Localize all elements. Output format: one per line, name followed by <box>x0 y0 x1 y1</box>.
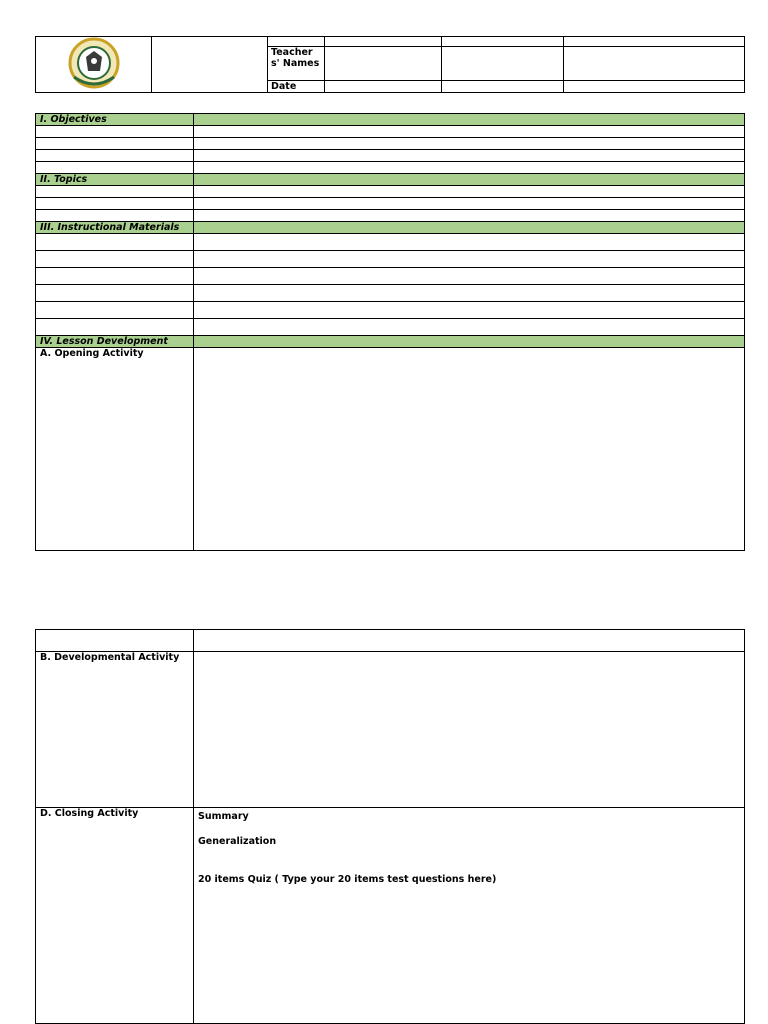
header-blank-label <box>268 37 325 47</box>
objective-label-cell[interactable] <box>36 150 194 162</box>
quiz-label: 20 items Quiz ( Type your 20 items test questions here) <box>198 874 497 885</box>
objective-field[interactable] <box>194 150 745 162</box>
date-field-3[interactable] <box>564 81 745 93</box>
logo-cell <box>36 37 152 93</box>
section-title: III. Instructional Materials <box>36 222 194 234</box>
date-label: Date <box>268 81 325 93</box>
developmental-activity-field[interactable] <box>194 652 745 808</box>
topic-label-cell[interactable] <box>36 198 194 210</box>
material-label-cell[interactable] <box>36 302 194 319</box>
opening-activity-label: A. Opening Activity <box>36 348 194 551</box>
objective-field[interactable] <box>194 138 745 150</box>
closing-activity-field[interactable] <box>194 808 745 1024</box>
date-field-2[interactable] <box>442 81 564 93</box>
objective-field[interactable] <box>194 126 745 138</box>
teacher-name-field-3[interactable] <box>564 47 745 81</box>
material-label-cell[interactable] <box>36 285 194 302</box>
material-field[interactable] <box>194 302 745 319</box>
topic-label-cell[interactable] <box>36 210 194 222</box>
closing-activity-label: D. Closing Activity <box>36 808 194 1024</box>
section-title: I. Objectives <box>36 114 194 126</box>
topic-field[interactable] <box>194 210 745 222</box>
material-label-cell[interactable] <box>36 234 194 251</box>
topic-field[interactable] <box>194 198 745 210</box>
material-field[interactable] <box>194 319 745 336</box>
section-title: II. Topics <box>36 174 194 186</box>
material-label-cell[interactable] <box>36 268 194 285</box>
teacher-name-field-1[interactable] <box>325 47 442 81</box>
topic-label-cell[interactable] <box>36 186 194 198</box>
section-title: IV. Lesson Development <box>36 336 194 348</box>
material-field[interactable] <box>194 234 745 251</box>
material-field[interactable] <box>194 251 745 268</box>
material-label-cell[interactable] <box>36 319 194 336</box>
developmental-activity-label: B. Developmental Activity <box>36 652 194 808</box>
date-field-1[interactable] <box>325 81 442 93</box>
objective-label-cell[interactable] <box>36 126 194 138</box>
generalization-label: Generalization <box>198 836 277 847</box>
objective-field[interactable] <box>194 162 745 174</box>
section-header-topics <box>36 174 745 186</box>
summary-label: Summary <box>198 811 249 822</box>
material-field[interactable] <box>194 285 745 302</box>
topic-field[interactable] <box>194 186 745 198</box>
continuation-label-cell[interactable] <box>36 630 194 652</box>
material-field[interactable] <box>194 268 745 285</box>
teacher-names-label: Teacher s' Names <box>268 47 325 81</box>
objective-label-cell[interactable] <box>36 162 194 174</box>
section-header-objectives <box>36 114 745 126</box>
lesson-plan-table-continued <box>35 629 745 1024</box>
section-header-materials <box>36 222 745 234</box>
university-seal-logo <box>66 37 122 89</box>
objective-label-cell[interactable] <box>36 138 194 150</box>
teacher-name-field-2[interactable] <box>442 47 564 81</box>
section-header-lesson-development <box>36 336 745 348</box>
continuation-field[interactable] <box>194 630 745 652</box>
opening-activity-field[interactable] <box>194 348 745 551</box>
header-table <box>35 36 745 93</box>
lesson-plan-table <box>35 113 745 551</box>
school-name-cell <box>152 37 268 93</box>
material-label-cell[interactable] <box>36 251 194 268</box>
